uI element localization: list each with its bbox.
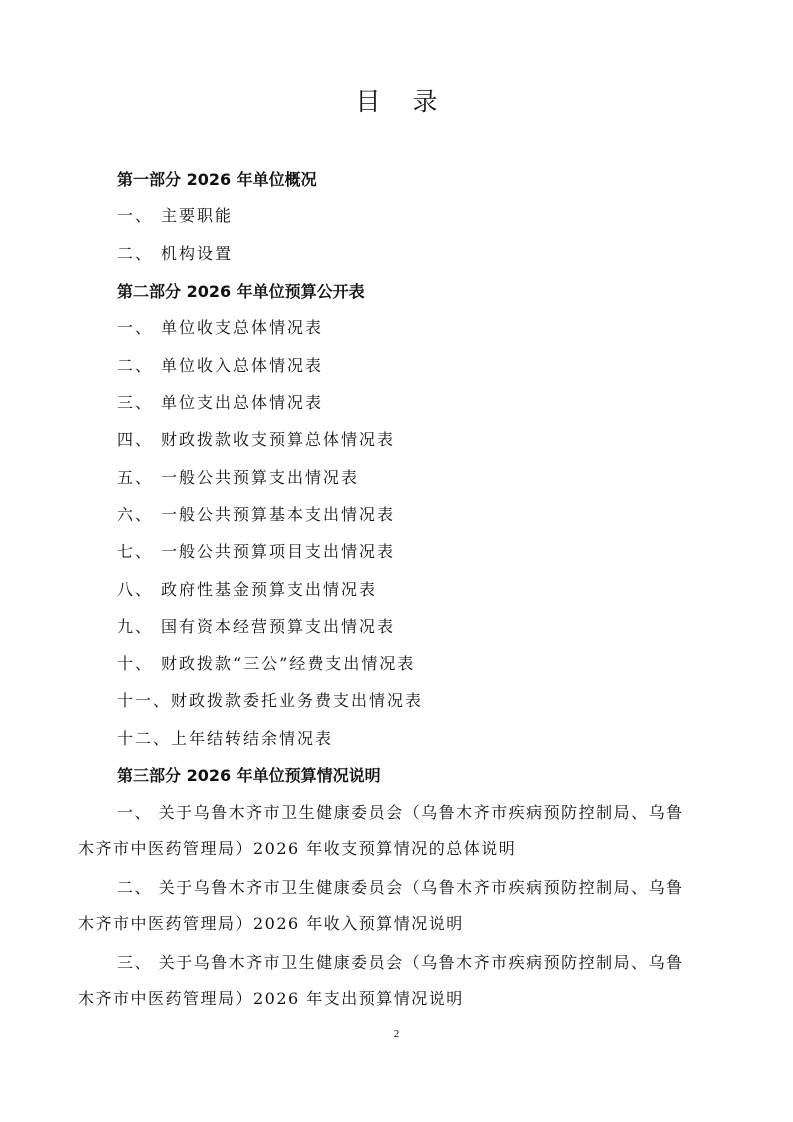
toc-item-text: 单位收支总体情况表 (161, 318, 324, 337)
toc-item-text: 财政拨款“三公”经费支出情况表 (161, 654, 416, 673)
part3-heading: 第三部分 2026 年单位预算情况说明 (117, 766, 381, 785)
toc-item[interactable] (117, 654, 415, 674)
toc-item[interactable] (78, 953, 723, 1009)
toc-item-text: 政府性基金预算支出情况表 (161, 580, 378, 599)
toc-item[interactable] (117, 617, 395, 637)
toc-item-number: 一、 (117, 318, 154, 337)
toc-item-number: 四、 (117, 430, 154, 449)
toc-item-number: 十一、 (117, 691, 172, 710)
toc-item[interactable] (117, 691, 423, 711)
toc-item[interactable] (117, 729, 333, 749)
toc-item-text: 一般公共预算项目支出情况表 (161, 542, 396, 561)
toc-item-text: 财政拨款委托业务费支出情况表 (171, 691, 424, 710)
toc-item-text-line2: 木齐市中医药管理局）2026 年支出预算情况说明 (78, 989, 464, 1008)
toc-item-number: 十二、 (117, 729, 172, 748)
toc-item-text: 国有资本经营预算支出情况表 (161, 617, 396, 636)
toc-item[interactable] (78, 878, 723, 934)
toc-item-number: 八、 (117, 580, 154, 599)
toc-item-text: 机构设置 (161, 244, 234, 263)
toc-item[interactable] (117, 468, 359, 488)
toc-item-text-line1: 一、 关于乌鲁木齐市卫生健康委员会（乌鲁木齐市疾病预防控制局、乌鲁 (117, 803, 684, 822)
toc-item[interactable] (117, 430, 395, 450)
toc-item-number: 九、 (117, 617, 154, 636)
part1-heading: 第一部分 2026 年单位概况 (117, 170, 317, 189)
toc-item-text: 财政拨款收支预算总体情况表 (161, 430, 396, 449)
toc-item-number: 二、 (117, 356, 154, 375)
toc-item-number: 二、 (117, 244, 154, 263)
toc-item[interactable] (117, 542, 395, 562)
toc-item-number: 三、 (117, 393, 154, 412)
toc-item[interactable] (117, 206, 233, 226)
toc-item[interactable] (117, 580, 377, 600)
toc-item-text: 主要职能 (161, 206, 234, 225)
toc-item-text-line1: 三、 关于乌鲁木齐市卫生健康委员会（乌鲁木齐市疾病预防控制局、乌鲁 (117, 953, 684, 972)
part2-heading: 第二部分 2026 年单位预算公开表 (117, 282, 365, 301)
toc-item-text: 单位收入总体情况表 (161, 356, 324, 375)
toc-item-text: 单位支出总体情况表 (161, 393, 324, 412)
toc-item[interactable] (117, 356, 323, 376)
page-number: 2 (393, 1028, 400, 1040)
toc-title: 目 录 (355, 87, 450, 116)
toc-item-number: 六、 (117, 505, 154, 524)
toc-item-text-line2: 木齐市中医药管理局）2026 年收入预算情况说明 (78, 914, 464, 933)
toc-item[interactable] (78, 803, 723, 859)
toc-item-number: 一、 (117, 206, 154, 225)
toc-item[interactable] (117, 318, 323, 338)
toc-item-text: 一般公共预算基本支出情况表 (161, 505, 396, 524)
toc-item-text: 上年结转结余情况表 (171, 729, 334, 748)
toc-item-text-line2: 木齐市中医药管理局）2026 年收支预算情况的总体说明 (78, 839, 517, 858)
toc-item-number: 十、 (117, 654, 154, 673)
toc-item-number: 五、 (117, 468, 154, 487)
toc-item-text-line1: 二、 关于乌鲁木齐市卫生健康委员会（乌鲁木齐市疾病预防控制局、乌鲁 (117, 878, 684, 897)
toc-item-number: 七、 (117, 542, 154, 561)
toc-item-text: 一般公共预算支出情况表 (161, 468, 360, 487)
toc-item[interactable] (117, 505, 395, 525)
toc-item[interactable] (117, 393, 323, 413)
toc-item[interactable] (117, 244, 233, 264)
